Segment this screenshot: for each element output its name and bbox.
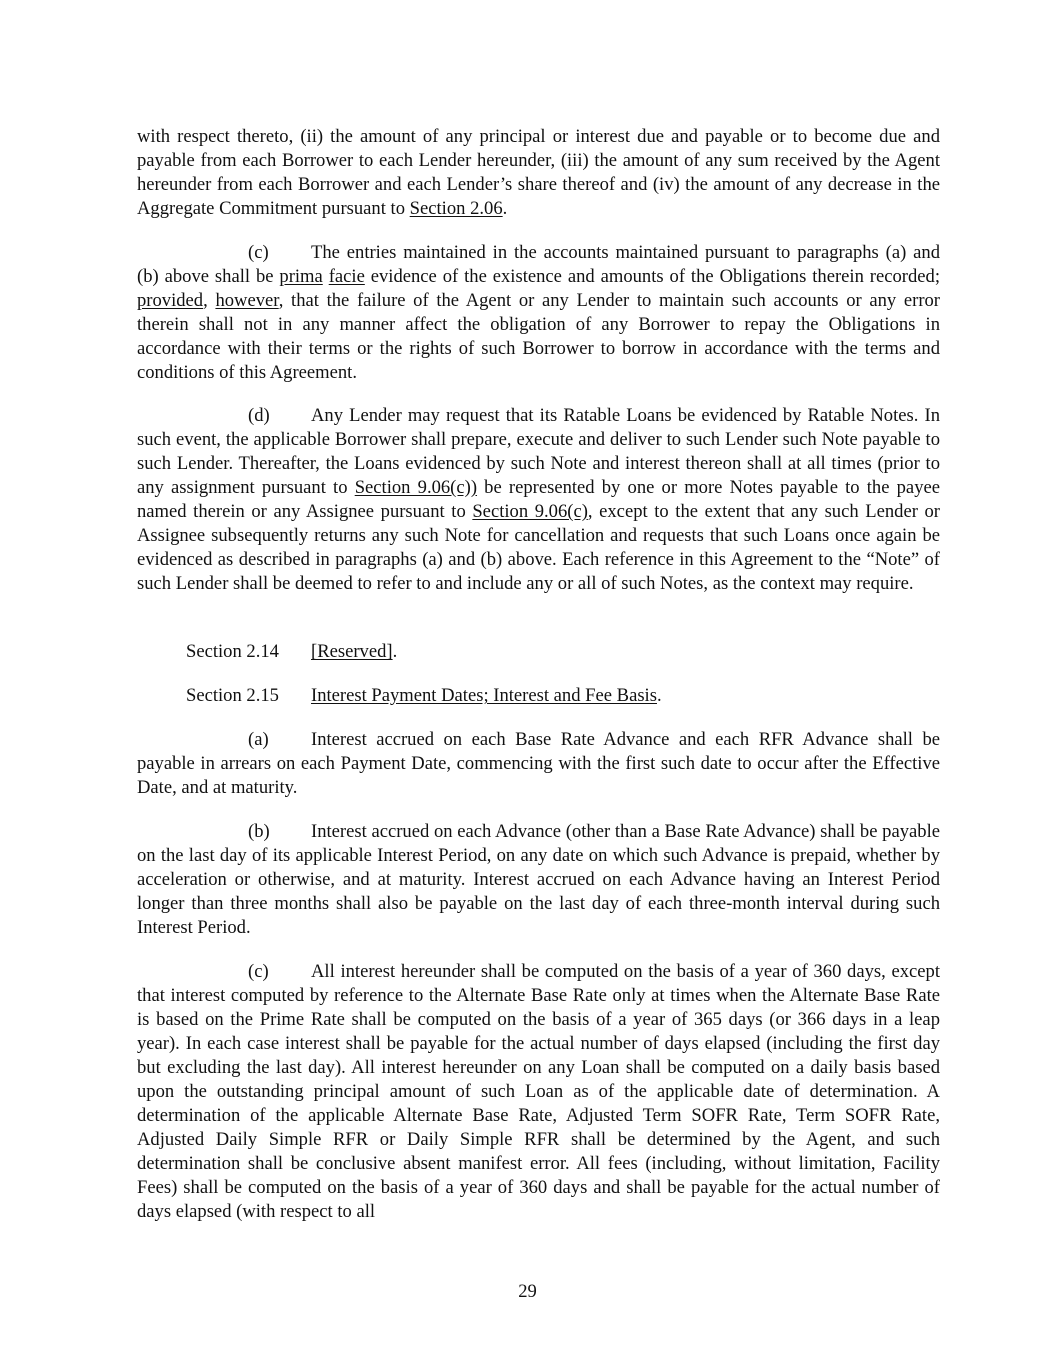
paragraph-label: (a) [248, 729, 269, 750]
paragraph-2-15-b: (b) Interest accrued on each Advance (other than a Base Rate Advance) shall be payable on the last day of its applicable Interest Period, on any date on which such Advance is prepaid, whether by acceleration or otherwise, and at maturity. Interest accrued on each Advance having an Interest Period longer than three months shall also be payable on the last day of each three-month interval during such Interest Period. [137, 821, 940, 938]
section-heading-2-15: Section 2.15 Interest Payment Dates; Interest and Fee Basis. [186, 685, 662, 706]
paragraph-continuation: with respect thereto, (ii) the amount of any principal or interest due and payable or to become due and payable from each Borrower to each Lender hereunder, (iii) the amount of any sum received by the Agent hereunder from each Borrower and each Lender’s share thereof and (iv) the amount of any decrease in the Aggregate Commitment pursuant to Section 2.06. [137, 126, 940, 219]
paragraph-2-15-a: (a) Interest accrued on each Base Rate Advance and each RFR Advance shall be payable in arrears on each Payment Date, commencing with the first such date to occur after the Effective Date, and at maturity. [137, 729, 940, 798]
section-reference: Section 9.06(c)) [354, 477, 478, 498]
page-number: 29 [518, 1281, 537, 1302]
paragraph-label: (b) [248, 821, 270, 842]
paragraph-c: (c) The entries maintained in the accounts maintained pursuant to paragraphs (a) and (b) above shall be prima facie evidence of the existence and amounts of the Obligations therein recorded; provided, however, that the failure of the Agent or any Lender to maintain such accounts or any error therein shall not in any manner affect the obligation of any Borrower to repay the Obligations in accordance with their terms or the rights of such Borrower to borrow in accordance with the terms and conditions of this Agreement. [137, 242, 941, 383]
section-title: Interest Payment Dates; Interest and Fee Basis [311, 685, 657, 706]
paragraph-label: (d) [248, 405, 270, 426]
section-heading-2-14: Section 2.14 [Reserved]. [186, 641, 398, 662]
paragraph-label: (c) [248, 242, 269, 263]
paragraph-d: (d) Any Lender may request that its Ratable Loans be evidenced by Ratable Notes. In such event, the applicable Borrower shall prepare, execute and deliver to such Lender such Note payable to such Lender. Thereafter, the Loans evidenced by such Note and interest thereon shall at all times (prior to any assignment pursuant to Section 9.06(c)) be represented by one or more Notes payable to the payee named therein or any Assignee pursuant to Section 9.06(c), except to the extent that any such Lender or Assignee subsequently returns any such Note for cancellation and requests that such Loans once again be evidenced as described in paragraphs (a) and (b) above. Each reference in this Agreement to the “Note” of such Lender shall be deemed to refer to and include any or all of such Notes, as the context may require. [137, 405, 940, 594]
paragraph-2-15-c: (c) All interest hereunder shall be computed on the basis of a year of 360 days, except that interest computed by reference to the Alternate Base Rate only at times when the Alternate Base Rate is based on the Prime Rate shall be computed on the basis of a year of 365 days (or 366 days in a leap year). In each case interest shall be payable for the actual number of days elapsed (including the first day but excluding the last day). All interest hereunder on any Loan shall be computed on a daily basis based upon the outstanding principal amount of such Loan as of the applicable date of determination. A determination of the applicable Alternate Base Rate, Adjusted Term SOFR Rate, Term SOFR Rate, Adjusted Daily Simple RFR or Daily Simple RFR shall be determined by the Agent, and such determination shall be conclusive absent manifest error. All fees (including, without limitation, Facility Fees) shall be computed on the basis of a year of 360 days and shall be payable for the actual number of days elapsed (with respect to all [137, 961, 940, 1222]
section-reference: Section 2.06 [409, 198, 503, 219]
section-title: [Reserved] [311, 641, 393, 662]
section-reference: Section 9.06(c) [472, 501, 588, 522]
paragraph-label: (c) [248, 961, 269, 982]
